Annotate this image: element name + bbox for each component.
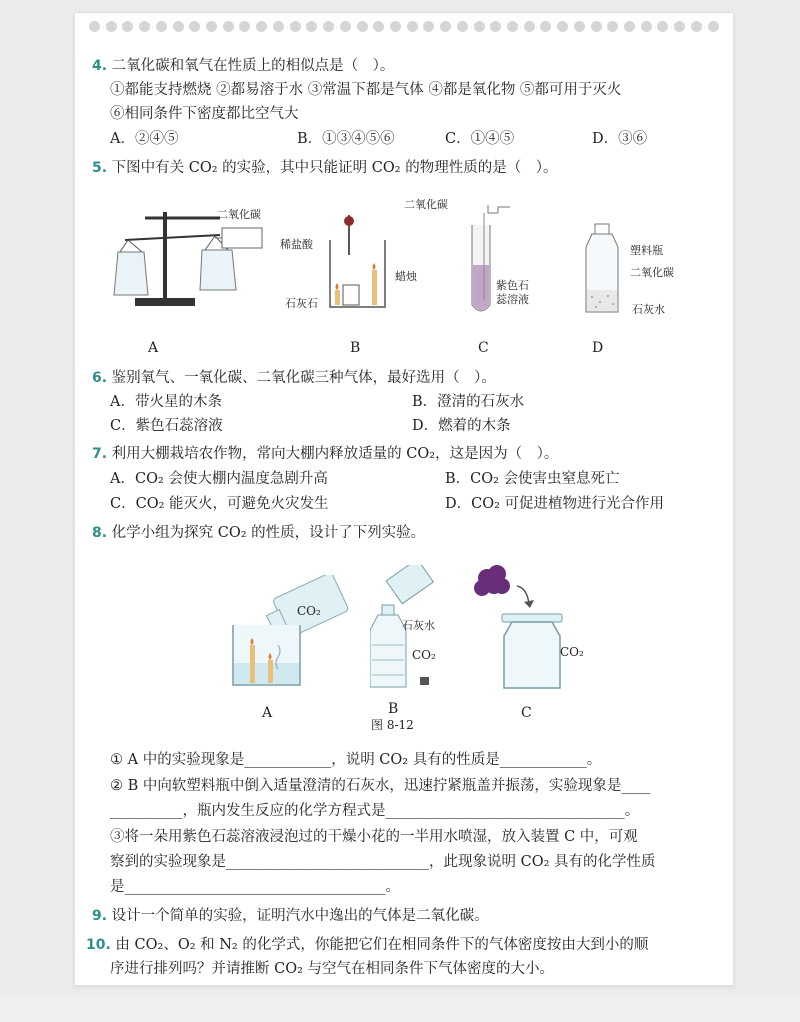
question-stem: 设计一个简单的实验，证明汽水中逸出的气体是二氧化碳。 [111,908,489,924]
caption-a: A [148,340,159,356]
question-number: 6. [92,370,108,386]
question-4 [92,56,394,76]
label-co2-8b: CO₂ [412,648,436,662]
question-9 [92,906,489,926]
label-co2-d: 二氧化碳 [630,266,674,279]
q4-option-d[interactable]: D．③⑥ [592,131,648,147]
q8-figure-a-pouring [228,575,358,695]
question-stem: 化学小组为探究 CO₂ 的性质，设计了下列实验。 [111,525,426,541]
q6-option-c[interactable]: C．紫色石蕊溶液 [110,418,223,434]
q4-statements-line1: ①都能支持燃烧 ②都易溶于水 ③常温下都是气体 ④都是氧化物 ⑤都可用于灭火 [110,82,622,98]
label-co2-8a: CO₂ [297,604,321,618]
q8-sub2-line2[interactable]: __________，瓶内发生反应的化学方程式是_________________________________。 [110,803,640,819]
label-hcl: 稀盐酸 [280,238,313,251]
q5-figure-d-bottle [578,222,626,317]
question-number: 9. [92,908,108,924]
question-number: 10. [86,937,111,953]
q4-option-a[interactable]: A．②④⑤ [110,131,179,147]
q4-option-b[interactable]: B．①③④⑤⑥ [297,131,395,147]
figure-caption: 图 8-12 [371,718,414,732]
question-stem: 鉴别氧气、一氧化碳、二氧化碳三种气体，最好选用（ ）。 [111,370,496,386]
question-8 [92,523,425,543]
label-limewater-d: 石灰水 [632,303,665,316]
question-number: 7. [92,446,108,462]
question-6 [92,368,496,388]
question-stem: 二氧化碳和氧气在性质上的相似点是（ ）。 [111,58,395,74]
caption-b: B [350,340,361,356]
q8-sub2-line1[interactable]: ② B 中向软塑料瓶中倒入适量澄清的石灰水，迅速拧紧瓶盖并振荡，实验现象是____ [110,778,651,794]
label-co2-8c: CO₂ [560,645,584,659]
q8-caption-a: A [262,705,273,721]
q8-caption-c: C [521,705,532,721]
q4-statements-line2: ⑥相同条件下密度都比空气大 [110,106,299,122]
label-limestone: 石灰石 [285,297,318,310]
question-stem: 由 CO₂、O₂ 和 N₂ 的化学式，你能把它们在相同条件下的气体密度按由大到小的顺 [115,937,649,953]
question-5 [92,158,557,178]
question-number: 8. [92,525,108,541]
q7-option-a[interactable]: A．CO₂ 会使大棚内温度急剧升高 [110,471,328,487]
label-co2-a: 二氧化碳 [217,208,261,221]
q6-option-b[interactable]: B．澄清的石灰水 [412,394,525,410]
caption-d: D [592,340,604,356]
q7-option-d[interactable]: D．CO₂ 可促进植物进行光合作用 [445,496,665,512]
label-limewater-8b: 石灰水 [402,619,435,632]
q8-caption-b: B [388,701,399,717]
q6-option-a[interactable]: A．带火星的木条 [110,394,222,410]
q5-figure-a-balance [100,200,290,320]
q8-sub3-line1[interactable]: ③将一朵用紫色石蕊溶液浸泡过的干燥小花的一半用水喷湿，放入装置 C 中，可观 [110,829,638,845]
question-10 [86,935,648,955]
q4-option-c[interactable]: C．①④⑤ [445,131,515,147]
caption-c: C [478,340,489,356]
label-candle: 蜡烛 [395,270,417,283]
label-litmus-1: 紫色石 [496,279,529,292]
q5-figure-b-beaker [325,215,395,315]
question-number: 5. [92,160,108,176]
question-number: 4. [92,58,108,74]
label-litmus-2: 蕊溶液 [496,293,529,306]
q8-sub3-line2[interactable]: 察到的实验现象是____________________________，此现象说明 CO₂ 具有的化学性质 [110,854,656,870]
q7-option-b[interactable]: B．CO₂ 会使害虫窒息死亡 [445,471,620,487]
question-stem: 下图中有关 CO₂ 的实验，其中只能证明 CO₂ 的物理性质的是（ ）。 [111,160,558,176]
q8-sub3-line3[interactable]: 是____________________________________。 [110,879,400,895]
q10-line2: 序进行排列吗？并请推断 CO₂ 与空气在相同条件下气体密度的大小。 [110,961,555,977]
question-stem: 利用大棚栽培农作物，常向大棚内释放适量的 CO₂，这是因为（ ）。 [111,446,559,462]
binder-holes [75,21,733,41]
label-plastic-bottle: 塑料瓶 [630,244,663,257]
q6-option-d[interactable]: D．燃着的木条 [412,418,511,434]
bottom-margin [0,995,800,1022]
q7-option-c[interactable]: C．CO₂ 能灭火，可避免火灾发生 [110,496,329,512]
q8-figure-c-jar [462,558,572,698]
q8-sub1[interactable]: ① A 中的实验现象是____________，说明 CO₂ 具有的性质是____________。 [110,752,602,768]
label-co2-c: 二氧化碳 [404,198,448,211]
question-7 [92,444,558,464]
